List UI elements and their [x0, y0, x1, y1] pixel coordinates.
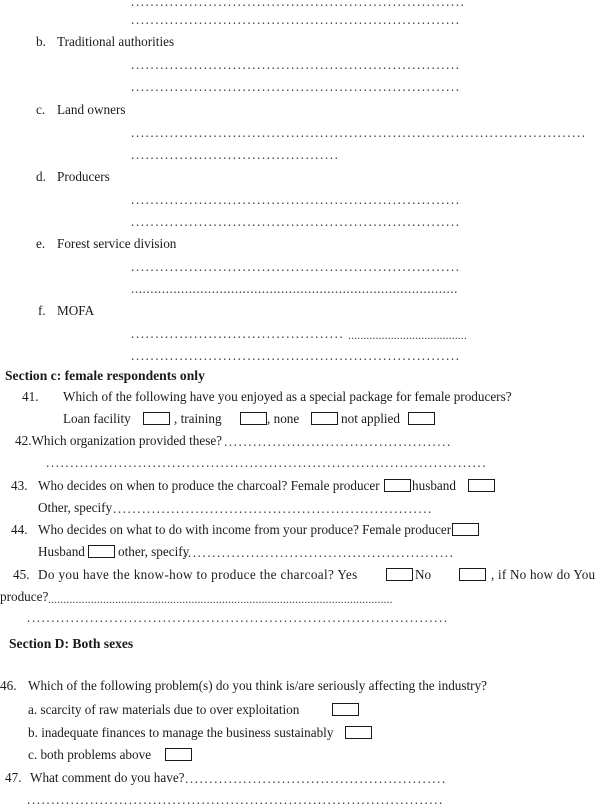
q45-number: 45.: [13, 567, 30, 582]
q41-checkbox-none[interactable]: [311, 412, 338, 425]
q43-checkbox-female-producer[interactable]: [384, 479, 411, 492]
answer-line[interactable]: .....................................................................................: [131, 281, 458, 296]
q46-checkbox-option-c[interactable]: [165, 748, 192, 761]
list-label-traditional-authorities: Traditional authorities: [57, 34, 175, 49]
q43-other-label: Other, specify: [38, 500, 113, 515]
list-letter-c: c.: [36, 102, 46, 117]
q45-text-part2: , if No how do You: [491, 567, 596, 582]
answer-line[interactable]: .......................................: [348, 328, 467, 342]
q42-text: 42.Which organization provided these?: [15, 433, 223, 448]
q43-number: 43.: [11, 478, 28, 493]
answer-line[interactable]: ....................................................................: [131, 214, 461, 229]
q43-option-husband-label: husband: [412, 478, 456, 493]
answer-line[interactable]: ..................................................................: [113, 501, 433, 516]
q41-text: Which of the following have you enjoyed as a special package for female producers?: [63, 389, 512, 404]
q46-option-b-label: b. inadequate finances to manage the business sustainably: [28, 725, 334, 740]
answer-line[interactable]: ........................................................: [183, 545, 455, 560]
list-label-forest-service-division: Forest service division: [57, 236, 177, 251]
answer-line[interactable]: ....................................................................: [131, 57, 461, 72]
answer-line[interactable]: ...........................................: [131, 147, 340, 162]
q45-checkbox-yes[interactable]: [386, 568, 413, 581]
q41-option2-label: , training: [174, 411, 222, 426]
list-label-land-owners: Land owners: [57, 102, 126, 117]
q41-checkbox-training[interactable]: [240, 412, 267, 425]
answer-line[interactable]: ............................................: [131, 326, 345, 341]
section-d-heading: Section D: Both sexes: [9, 636, 134, 651]
list-letter-f: f.: [38, 303, 46, 318]
q44-other-label: other, specify: [118, 544, 190, 559]
q41-option1-label: Loan facility: [63, 411, 131, 426]
answer-line[interactable]: ..............................................................................................: [131, 125, 587, 140]
answer-line[interactable]: ...........................................................................................: [46, 455, 488, 470]
list-label-mofa: MOFA: [57, 303, 95, 318]
answer-line[interactable]: ....................................................................: [131, 12, 461, 27]
section-c-heading: Section c: female respondents only: [5, 368, 205, 383]
q41-checkbox-not-applied[interactable]: [408, 412, 435, 425]
q45-checkbox-no[interactable]: [459, 568, 486, 581]
q46-checkbox-option-a[interactable]: [332, 703, 359, 716]
answer-line[interactable]: .......................................................................................: [27, 610, 449, 625]
q41-option3-label: , none: [267, 411, 300, 426]
answer-line[interactable]: ....................................................................: [131, 348, 461, 363]
answer-line[interactable]: .....................................................................: [131, 0, 466, 9]
q41-option4-label: not applied: [341, 411, 400, 426]
q45-option-no-label: No: [415, 567, 432, 582]
list-label-producers: Producers: [57, 169, 110, 184]
q46-option-a-label: a. scarcity of raw materials due to over exploitation: [28, 702, 300, 717]
q44-text: Who decides on what to do with income from your produce? Female producer: [38, 522, 452, 537]
q46-text: Which of the following problem(s) do you think is/are seriously affecting the industry?: [28, 678, 488, 693]
q41-checkbox-loan-facility[interactable]: [143, 412, 170, 425]
q46-option-c-label: c. both problems above: [28, 747, 152, 762]
list-letter-b: b.: [36, 34, 46, 49]
q47-text: What comment do you have?: [30, 770, 185, 785]
list-letter-d: d.: [36, 169, 46, 184]
answer-line[interactable]: ....................................................................: [131, 192, 461, 207]
q44-option-husband-label: Husband: [38, 544, 85, 559]
q43-checkbox-husband[interactable]: [468, 479, 495, 492]
q41-number: 41.: [22, 389, 39, 404]
q44-number: 44.: [11, 522, 28, 537]
q43-text: Who decides on when to produce the charcoal? Female producer: [38, 478, 380, 493]
q46-checkbox-option-b[interactable]: [345, 726, 372, 739]
answer-line[interactable]: .................................................................................................................: [48, 592, 393, 606]
q44-checkbox-female-producer[interactable]: [452, 523, 479, 536]
answer-line[interactable]: ...............................................: [224, 434, 452, 449]
q46-number: 46.: [0, 678, 17, 693]
q45-continuation: produce?: [0, 589, 49, 604]
q47-number: 47.: [5, 770, 22, 785]
list-letter-e: e.: [36, 236, 46, 251]
q44-checkbox-husband[interactable]: [88, 545, 115, 558]
answer-line[interactable]: ......................................................: [185, 771, 447, 786]
answer-line[interactable]: ....................................................................: [131, 259, 461, 274]
answer-line[interactable]: ......................................................................................: [27, 792, 444, 807]
q45-text-part1: Do you have the know-how to produce the charcoal? Yes: [38, 567, 358, 582]
answer-line[interactable]: ....................................................................: [131, 79, 461, 94]
